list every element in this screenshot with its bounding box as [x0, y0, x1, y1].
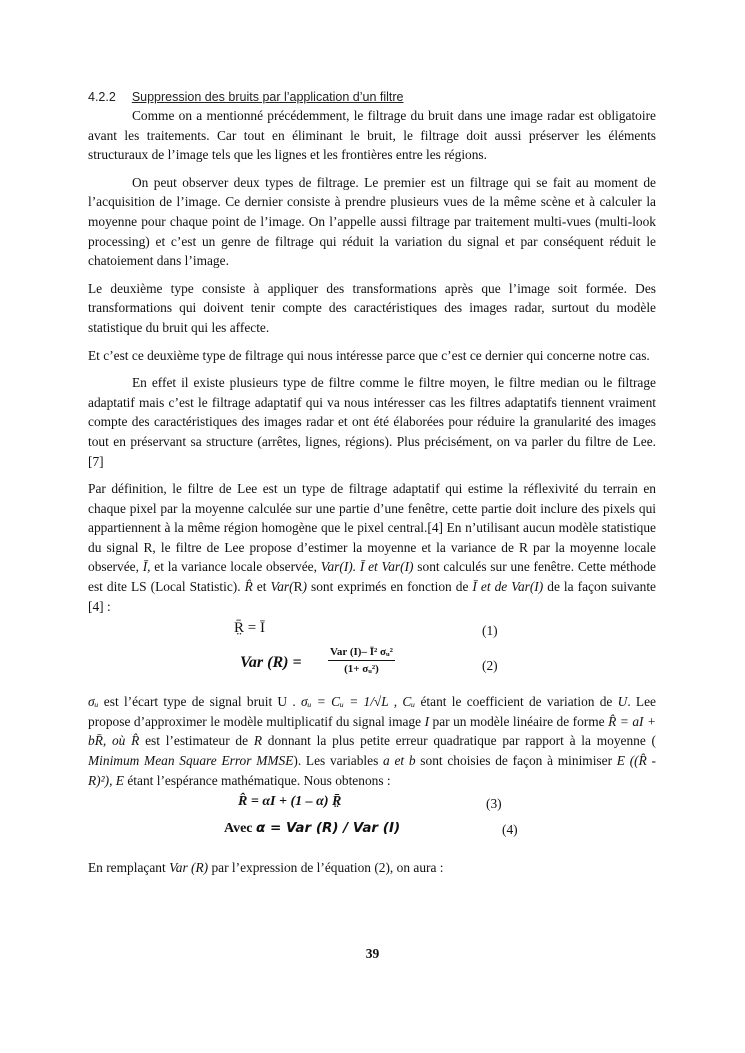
- section-title: Suppression des bruits par l’application d’un filtre: [131, 90, 404, 104]
- equation-4: [88, 818, 656, 858]
- page-body: [88, 90, 656, 886]
- equation-2-denominator: (1+ σᵤ²): [344, 663, 379, 676]
- paragraph-2: On peut observer deux types de filtrage. Le premier est un filtrage qui se fait au moment de l’acquisition de l’image. Ce dernier consiste à prendre plusieurs vues de la même scène et à calculer la moyenne pour chaque point de l’image. On l’appelle aussi filtrage par traitement multi-vues (multi-look processing) et c’est un genre de filtrage qui réduit la variation du signal et par conséquent réduit le chatoiement dans l’image.: [88, 174, 656, 269]
- equation-1-number: (1): [482, 623, 498, 639]
- equation-2-fraction: [328, 646, 395, 675]
- section-number: 4.2.2: [88, 90, 116, 104]
- equation-4-number: (4): [502, 822, 518, 838]
- equation-3-number: (3): [486, 796, 502, 812]
- equation-1-expr: R̤̄ = Ī: [234, 620, 265, 637]
- paragraph-6: Par définition, le filtre de Lee est un type de filtrage adaptatif qui estime la réflexivité du terrain en chaque pixel par la moyenne calculée sur une partie d’une fenêtre, cette partie doit inclure des pixels qui appartiennent à la même région homogène que le pixel central.[4] En n’utilisant aucun modèle statistique du signal R, le filtre de Lee propose d’estimer la moyenne et la variance de R par la moyenne locale observée, Ī, et la variance locale observée, Var(I). Ī et Var(I) sont calculés sur une fenêtre. Cette méthode est dite LS (Local Statistic). R̂ et Var(R) sont exprimés en fonction de Ī et de Var(I) de la façon suivante [4] :: [88, 481, 656, 614]
- paragraph-8: En remplaçant Var (R) par l’expression de l’équation (2), on aura :: [88, 860, 444, 876]
- paragraph-7: σᵤ est l’écart type de signal bruit U . σᵤ = Cᵤ = 1/√L , Cᵤ étant le coefficient de variation de U. Lee propose d’approximer le modèle multiplicatif du signal image I par un modèle linéaire de forme R̂ = aI + bR̄, où R̂ est l’estimateur de R donnant la plus petite erreur quadratique par rapport à la moyenne ( Minimum Mean Square Error MMSE). Les variables a et b sont choisies de façon à minimiser E ((R̂ - R)²), E étant l’espérance mathématique. Nous obtenons :: [88, 694, 657, 788]
- equation-2-number: (2): [482, 658, 498, 674]
- paragraph-4: Et c’est ce deuxième type de filtrage qui nous intéresse parce que c’est ce dernier qui concerne notre cas.: [88, 347, 650, 363]
- equation-2-lhs: Var (R) =: [240, 654, 302, 672]
- paragraph-5: En effet il existe plusieurs type de filtre comme le filtre moyen, le filtre median ou le filtrage adaptatif mais c’est le filtrage adaptatif qui va nous intéresser cas les filtres adaptatifs tiennent vraiment compte des caractéristiques des images radar et ont été élaborées pour réduire la granularité des images tout en préservant sa structure (arrêtes, lignes, régions). Plus précisément, on va parler du filtre de Lee. [7]: [88, 375, 656, 469]
- equation-4-expr: Avec α = Var (R) / Var (I): [224, 820, 401, 837]
- equation-2-numerator: Var (I)– Ī² σᵤ²: [328, 646, 395, 661]
- page-number: 39: [365, 946, 380, 961]
- equation-2: [88, 644, 656, 692]
- equation-1: [88, 618, 656, 644]
- equation-3: [88, 792, 656, 818]
- section-heading: [88, 90, 656, 104]
- paragraph-3: Le deuxième type consiste à appliquer des transformations après que l’image soit formée. Des transformations qui doivent tenir compte des caractéristiques des images radar, surtout du modèle statistique du bruit qui les affecte.: [88, 280, 656, 335]
- paragraph-1: Comme on a mentionné précédemment, le filtrage du bruit dans une image radar est obligatoire avant les traitements. Car tout en éliminant le bruit, le filtrage doit aussi préserver les éléments structuraux de l’image tels que les lignes et les frontières entre les régions.: [88, 108, 656, 163]
- equation-3-expr: R̂ = αI + (1 – α) R̤̄: [238, 794, 342, 810]
